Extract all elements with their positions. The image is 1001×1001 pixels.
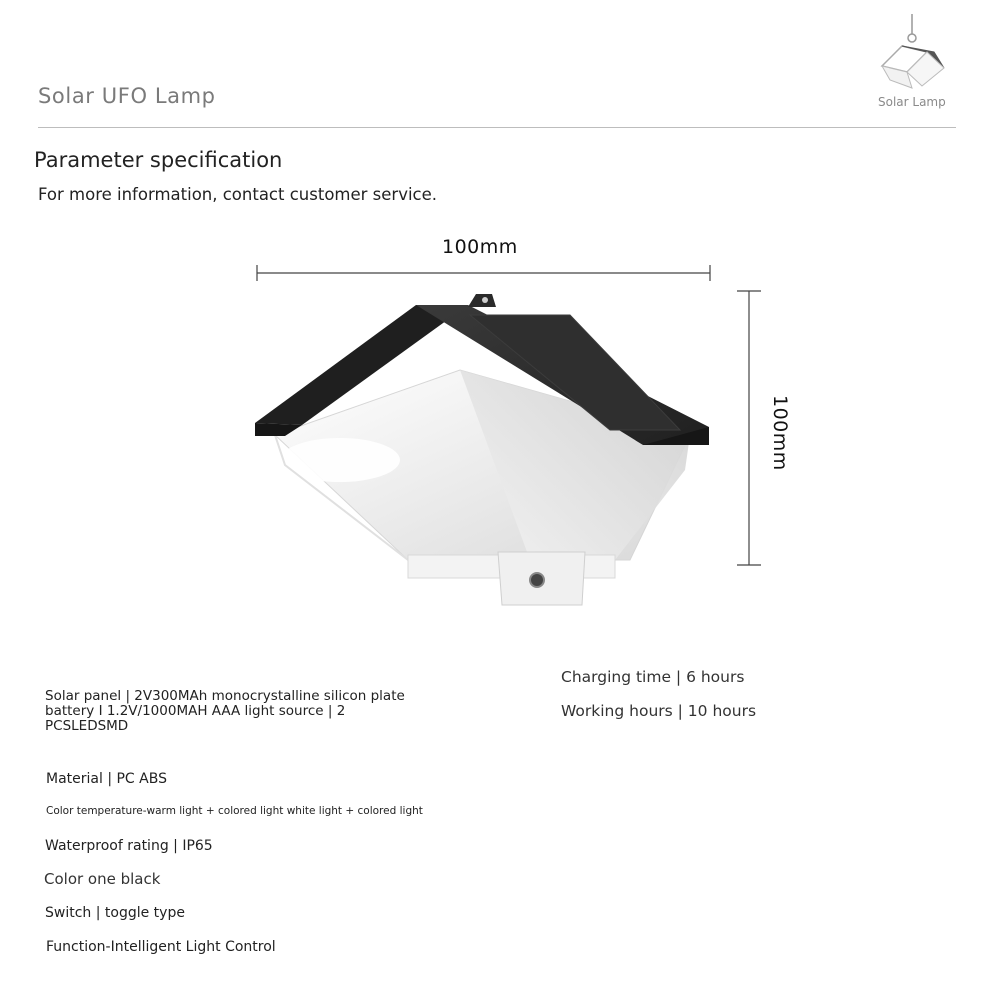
product-figure — [230, 260, 790, 620]
lamp-logo-icon — [872, 8, 962, 98]
width-dimension-label: 100mm — [442, 236, 518, 258]
spec-waterproof-rating: Waterproof rating | IP65 — [45, 838, 213, 854]
header-divider — [38, 127, 956, 128]
solar-ufo-lamp-illustration — [230, 260, 790, 620]
spec-color-temperature: Color temperature-warm light + colored light white light + colored light — [46, 805, 423, 817]
height-dimension-line — [737, 291, 761, 565]
spec-charging-time: Charging time | 6 hours — [561, 668, 745, 686]
spec-color: Color one black — [44, 870, 161, 888]
height-dimension-label: 100mm — [769, 395, 791, 471]
logo — [872, 8, 962, 116]
logo-text: Solar Lamp — [878, 95, 946, 109]
spec-solar-panel: Solar panel | 2V300MAh monocrystalline silicon plate battery I 1.2V/1000MAH AAA light source | 2 PCSLEDSMD — [45, 688, 405, 734]
width-dimension-line — [257, 265, 710, 281]
section-note: For more information, contact customer service. — [38, 185, 438, 204]
spec-material: Material | PC ABS — [46, 771, 167, 787]
spec-switch: Switch | toggle type — [45, 905, 185, 921]
brand-title: Solar UFO Lamp — [38, 84, 216, 108]
spec-working-hours: Working hours | 10 hours — [561, 702, 757, 720]
spec-function: Function-Intelligent Light Control — [46, 939, 276, 955]
section-heading: Parameter specification — [34, 148, 283, 172]
